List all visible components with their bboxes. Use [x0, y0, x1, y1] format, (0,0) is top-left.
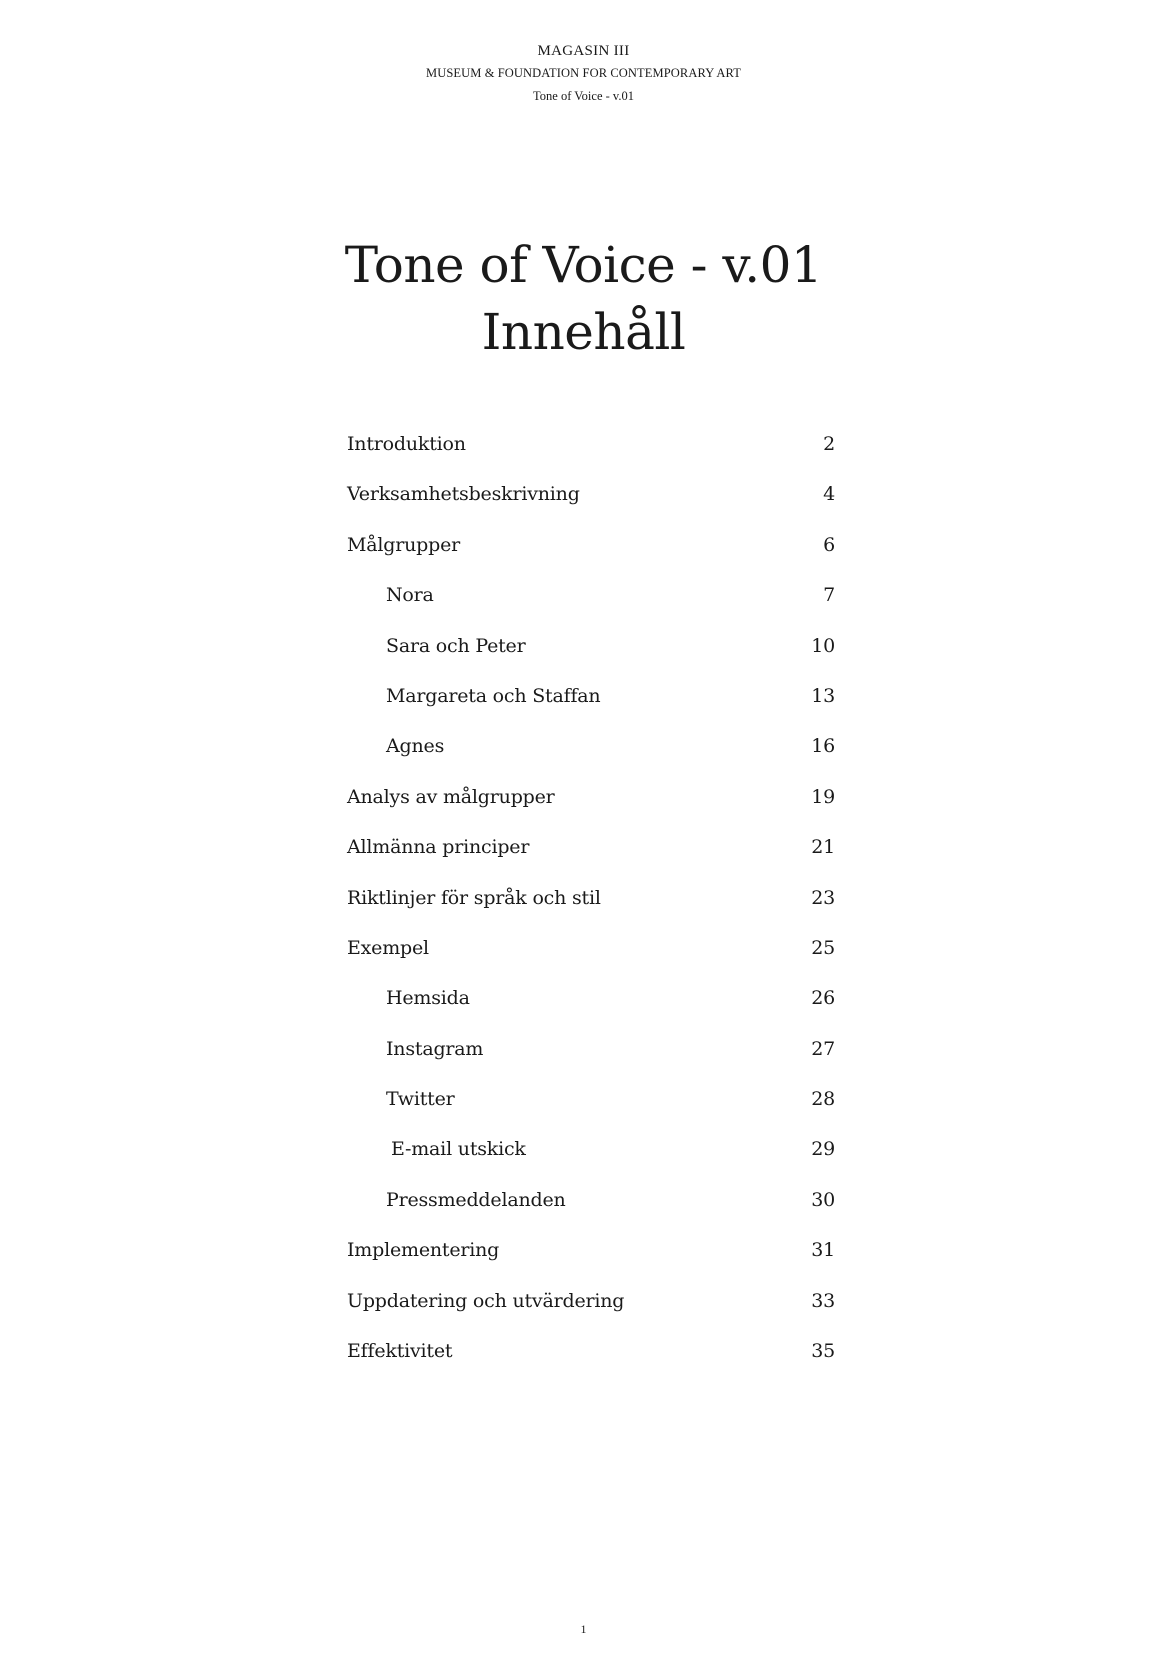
- table-of-contents: [347, 433, 835, 1390]
- toc-entry-page: 30: [811, 1188, 835, 1211]
- toc-entry-page: 21: [811, 836, 835, 859]
- toc-entry: [347, 1239, 835, 1289]
- document-version: Tone of Voice - v.01: [533, 89, 634, 103]
- title-line-1: Tone of Voice - v.01: [344, 236, 823, 294]
- brand-name: MAGASIN III: [537, 43, 630, 59]
- toc-entry-page: 2: [823, 433, 835, 455]
- page-number: 1: [580, 1622, 587, 1636]
- toc-entry-page: 29: [811, 1138, 835, 1161]
- toc-entry-label: Riktlinjer för språk och stil: [347, 886, 601, 909]
- toc-entry-page: 16: [811, 735, 835, 758]
- toc-entry: [347, 534, 835, 584]
- toc-entry-page: 26: [811, 987, 835, 1010]
- toc-entry-page: 6: [823, 533, 835, 556]
- toc-subentry: [347, 685, 835, 735]
- document-header: [0, 40, 1167, 108]
- toc-subentry: [347, 1189, 835, 1239]
- toc-subentry: [347, 1088, 835, 1138]
- toc-entry-label: Uppdatering och utvärdering: [347, 1289, 625, 1312]
- toc-subentry: [347, 584, 835, 634]
- title-line-2: Innehåll: [481, 303, 686, 361]
- toc-entry-label: Hemsida: [386, 987, 470, 1010]
- toc-entry: [347, 836, 835, 886]
- toc-subentry: [347, 987, 835, 1037]
- toc-entry-label: Pressmeddelanden: [386, 1188, 566, 1211]
- toc-entry: [347, 1290, 835, 1340]
- toc-entry-page: 10: [811, 634, 835, 657]
- toc-entry-page: 7: [823, 584, 835, 607]
- toc-subentry: [347, 635, 835, 685]
- toc-entry-label: Allmänna principer: [347, 836, 530, 859]
- toc-entry-page: 19: [811, 785, 835, 808]
- toc-entry-label: Exempel: [347, 936, 429, 959]
- toc-entry-page: 25: [811, 936, 835, 959]
- toc-entry-label: Sara och Peter: [386, 634, 526, 657]
- toc-entry-label: Margareta och Staffan: [386, 684, 601, 707]
- toc-entry-label: Målgrupper: [347, 533, 460, 556]
- toc-entry-label: Twitter: [386, 1088, 455, 1111]
- toc-entry: [347, 433, 835, 483]
- toc-entry-label: Agnes: [386, 735, 445, 758]
- toc-entry-page: 31: [811, 1239, 835, 1262]
- toc-entry-label: Analys av målgrupper: [347, 785, 555, 808]
- toc-entry-label: Nora: [386, 584, 434, 607]
- toc-subentry: [347, 1038, 835, 1088]
- toc-entry-label: Instagram: [386, 1037, 484, 1060]
- page-title: [0, 232, 1167, 366]
- toc-entry-label: Verksamhetsbeskrivning: [347, 483, 580, 506]
- toc-entry-page: 27: [811, 1037, 835, 1060]
- toc-entry-label: Implementering: [347, 1239, 500, 1262]
- toc-entry: [347, 786, 835, 836]
- toc-entry-label: Introduktion: [347, 433, 466, 455]
- toc-entry: [347, 887, 835, 937]
- toc-entry-page: 33: [811, 1289, 835, 1312]
- toc-subentry: [347, 735, 835, 785]
- toc-entry-page: 4: [823, 483, 835, 506]
- toc-entry-page: 35: [811, 1340, 835, 1363]
- toc-entry: [347, 937, 835, 987]
- toc-entry-page: 28: [811, 1088, 835, 1111]
- toc-entry: [347, 483, 835, 533]
- toc-entry-label: Effektivitet: [347, 1340, 453, 1363]
- toc-entry-label: E-mail utskick: [391, 1138, 526, 1161]
- toc-entry: [347, 1340, 835, 1390]
- toc-entry-page: 23: [811, 886, 835, 909]
- toc-subentry: [347, 1138, 835, 1188]
- toc-entry-page: 13: [811, 684, 835, 707]
- brand-subtitle: MUSEUM & FOUNDATION FOR CONTEMPORARY ART: [426, 66, 741, 80]
